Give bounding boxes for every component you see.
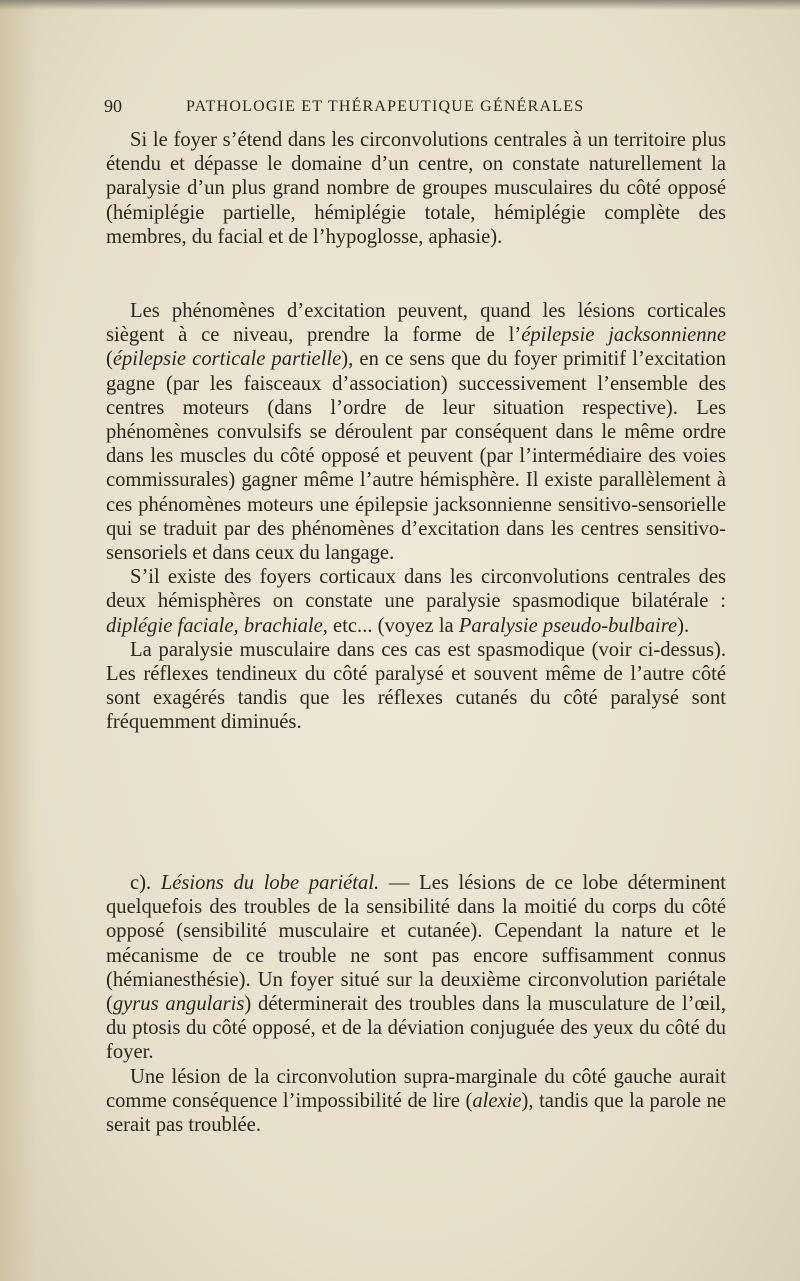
running-title: PATHOLOGIE ET THÉRAPEUTIQUE GÉNÉRALES [186,98,585,115]
text-block-2 [106,299,726,735]
paragraph-2-part-b: ( [106,348,113,371]
paragraph-3-part-c: ). [677,614,690,637]
page-top-shadow [0,0,800,10]
paragraph-4-part-b: — Les lésions de ce lobe déterminent quelquefois des troubles de la sensibilité dans la moitié du corps du côté opposé (sensibilité musculaire et cutanée). Cependant la nature et le mécanisme de ce trouble ne sont pas encore suffisamment connus (hémianesthésie). Un foyer situé sur la deuxième circonvolution pariétale ( [106,872,726,1016]
paragraph-5 [106,1065,726,1138]
text-block-1 [106,128,726,249]
paragraph-2-part-c: ), en ce sens que du foyer primitif l’excitation gagne (par les faisceaux d’association) successivement l’ensemble des centres moteurs (dans l’ordre de leur situation respective). Les phénomènes convulsifs se déroulent par conséquent dans le même ordre dans les muscles du côté opposé et peuvent (par l’intermédiaire des voies commissurales) gagner même l’autre hémisphère. Il existe parallèlement à ces phénomènes moteurs une épilepsie jacksonnienne sensitivo-sensorielle qui se traduit par des phénomènes d’excitation dans les centres sensitivo-sensoriels et dans ceux du langage. [106,348,726,565]
term-alexie: alexie [472,1089,522,1112]
paragraph-3b: La paralysie musculaire dans ces cas est spasmodique (voir ci-dessus). Les réflexes tendineux du côté paralysé et souvent même de l’autre côté sont exagérés tandis que les réflexes cutanés du côté paralysé sont fréquemment diminués. [106,638,726,734]
text-block-3 [106,871,726,1137]
term-diplegie: diplégie faciale, brachiale, [106,614,328,637]
paragraph-3 [106,565,726,638]
paragraph-4 [106,871,726,1065]
paragraph-3-part-a: S’il existe des foyers corticaux dans les circonvolutions centrales des deux hémisphères on constate une paralysie spasmodique bilatérale : [106,566,726,613]
paragraph-2-part-a: Les phénomènes d’excitation peuvent, quand les lésions corticales siègent à ce niveau, prendre la forme de l’ [106,300,726,347]
paragraph-2 [106,299,726,565]
page-edge-shadow [0,0,38,1281]
page-header [104,96,726,122]
term-paralysie-pseudo-bulbaire: Paralysie pseudo-bulbaire [458,614,678,637]
term-gyrus-angularis: gyrus angularis [112,993,245,1016]
page-number: 90 [104,96,122,116]
section-marker: c). [130,872,161,894]
paragraph-1: Si le foyer s’étend dans les circonvolutions centrales à un territoire plus étendu et dépasse le domaine d’un centre, on constate naturellement la paralysie d’un plus grand nombre de groupes musculaires du côté opposé (hémiplégie partielle, hémiplégie totale, hémiplégie complète des membres, du facial et de l’hypoglosse, aphasie). [106,129,726,248]
paragraph-5-part-a: Une lésion de la circonvolution supra-marginale du côté gauche aurait comme conséquence l’impossibilité de lire ( [106,1065,726,1112]
term-epilepsie-jacksonnienne: épilepsie jacksonnienne [521,324,726,347]
paragraph-5-part-b: ), tandis que la parole ne serait pas troublée. [106,1089,726,1137]
section-heading-lobe-parietal: Lésions du lobe pariétal. [160,872,380,894]
term-epilepsie-corticale: épilepsie corticale partielle [112,348,342,371]
paragraph-3-part-b: etc... (voyez la [327,614,459,637]
paragraph-4-part-c: ) déterminerait des troubles dans la musculature de l’œil, du ptosis du côté opposé, et de la déviation conjuguée des yeux du côté du foyer. [106,993,726,1064]
